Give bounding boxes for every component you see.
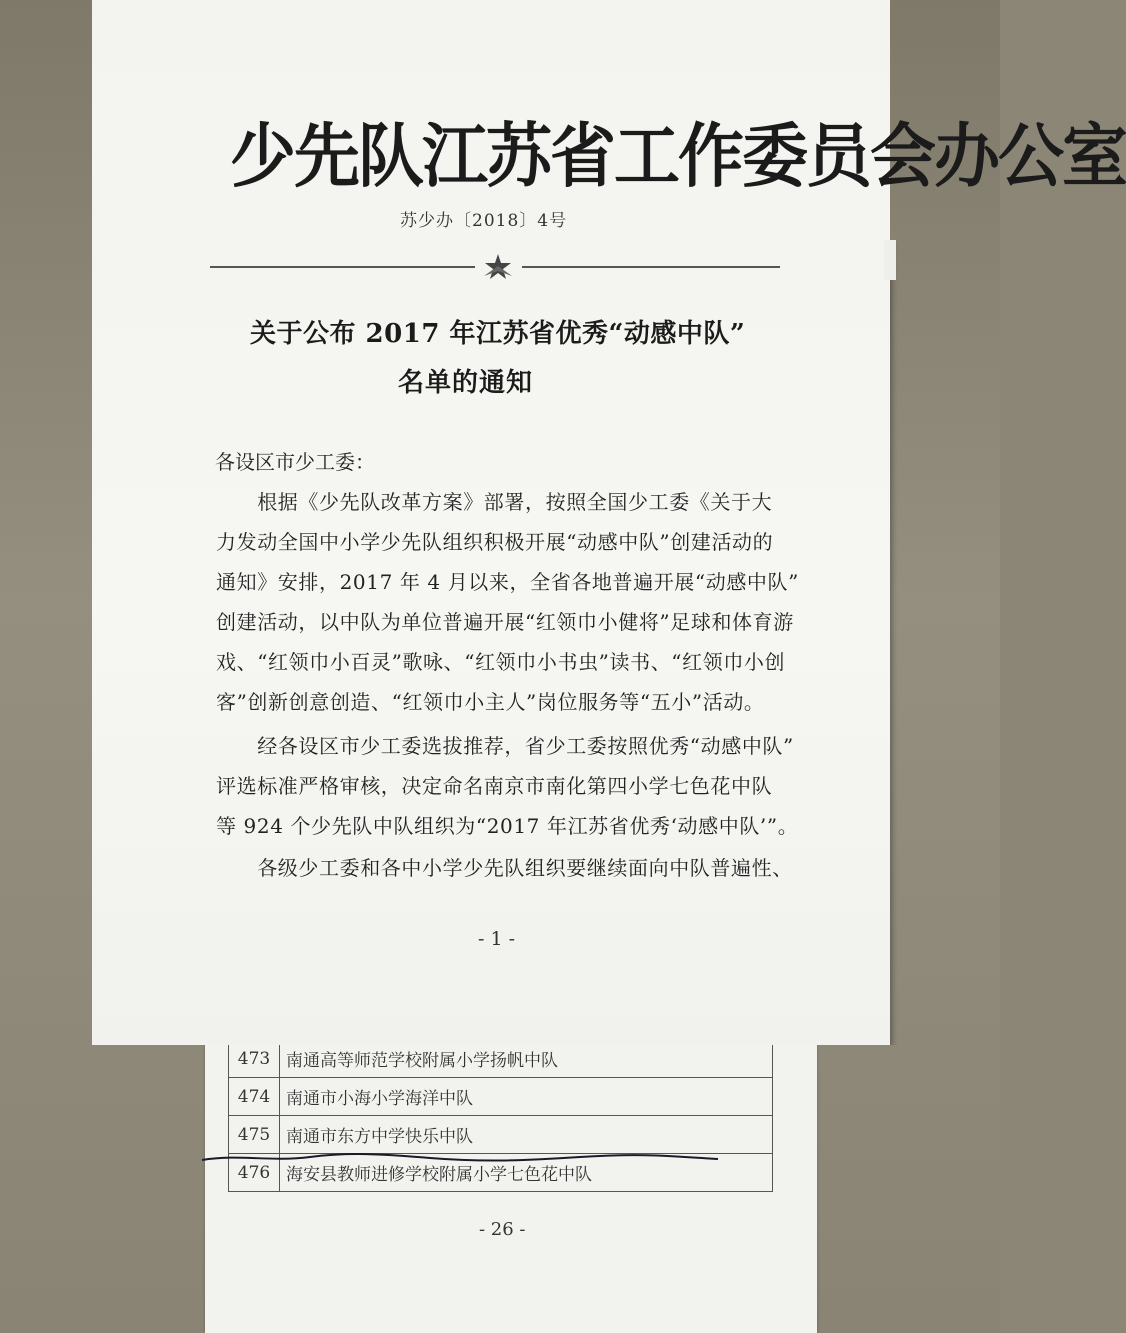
body-line: 力发动全国中小学少先队组织积极开展“动感中队”创建活动的 — [216, 530, 774, 554]
body-line: 经各设区市少工委选拔推荐，省少工委按照优秀“动感中队” — [216, 734, 794, 758]
table-row — [229, 1040, 773, 1078]
row-name: 南通市东方中学快乐中队 — [280, 1116, 773, 1154]
page-edge — [884, 240, 896, 280]
organization-title: 少先队江苏省工作委员会办公室 — [230, 114, 1126, 197]
document-number: 苏少办〔2018〕4号 — [400, 211, 568, 231]
notice-subtitle: 名单的通知 — [398, 368, 534, 398]
table-row — [229, 1078, 773, 1116]
body-line: 戏、“红领巾小百灵”歌咏、“红领巾小书虫”读书、“红领巾小创 — [216, 650, 786, 674]
row-number: 473 — [229, 1040, 280, 1078]
body-line: 客”创新创意创造、“红领巾小主人”岗位服务等“五小”活动。 — [216, 690, 765, 714]
notice-title: 关于公布 2017 年江苏省优秀“动感中队” — [250, 319, 746, 349]
body-line: 等 924 个少先队中队组织为“2017 年江苏省优秀‘动感中队’”。 — [216, 814, 799, 838]
handwritten-underline — [200, 1148, 720, 1168]
star-torch-emblem-icon — [478, 252, 518, 282]
body-line: 创建活动，以中队为单位普遍开展“红领巾小健将”足球和体育游 — [216, 610, 794, 634]
header-divider-left — [210, 266, 475, 268]
salutation: 各设区市少工委： — [215, 450, 375, 474]
row-number: 476 — [229, 1154, 280, 1192]
body-line: 评选标准严格审核，决定命名南京市南化第四小学七色花中队 — [216, 774, 773, 798]
row-name: 南通市小海小学海洋中队 — [280, 1078, 773, 1116]
page-number-front: - 1 - — [478, 928, 516, 950]
row-name: 南通高等师范学校附属小学扬帆中队 — [280, 1040, 773, 1078]
body-line: 通知》安排，2017 年 4 月以来，全省各地普遍开展“动感中队” — [216, 570, 799, 594]
body-line: 根据《少先队改革方案》部署，按照全国少工委《关于大 — [216, 490, 773, 514]
row-name: 海安县教师进修学校附属小学七色花中队 — [280, 1154, 773, 1192]
list-table — [228, 1040, 773, 1192]
row-number: 474 — [229, 1078, 280, 1116]
page-number-back: - 26 - — [479, 1219, 526, 1240]
row-number: 475 — [229, 1116, 280, 1154]
body-line: 各级少工委和各中小学少先队组织要继续面向中队普遍性、 — [216, 856, 793, 880]
header-divider-right — [522, 266, 780, 268]
